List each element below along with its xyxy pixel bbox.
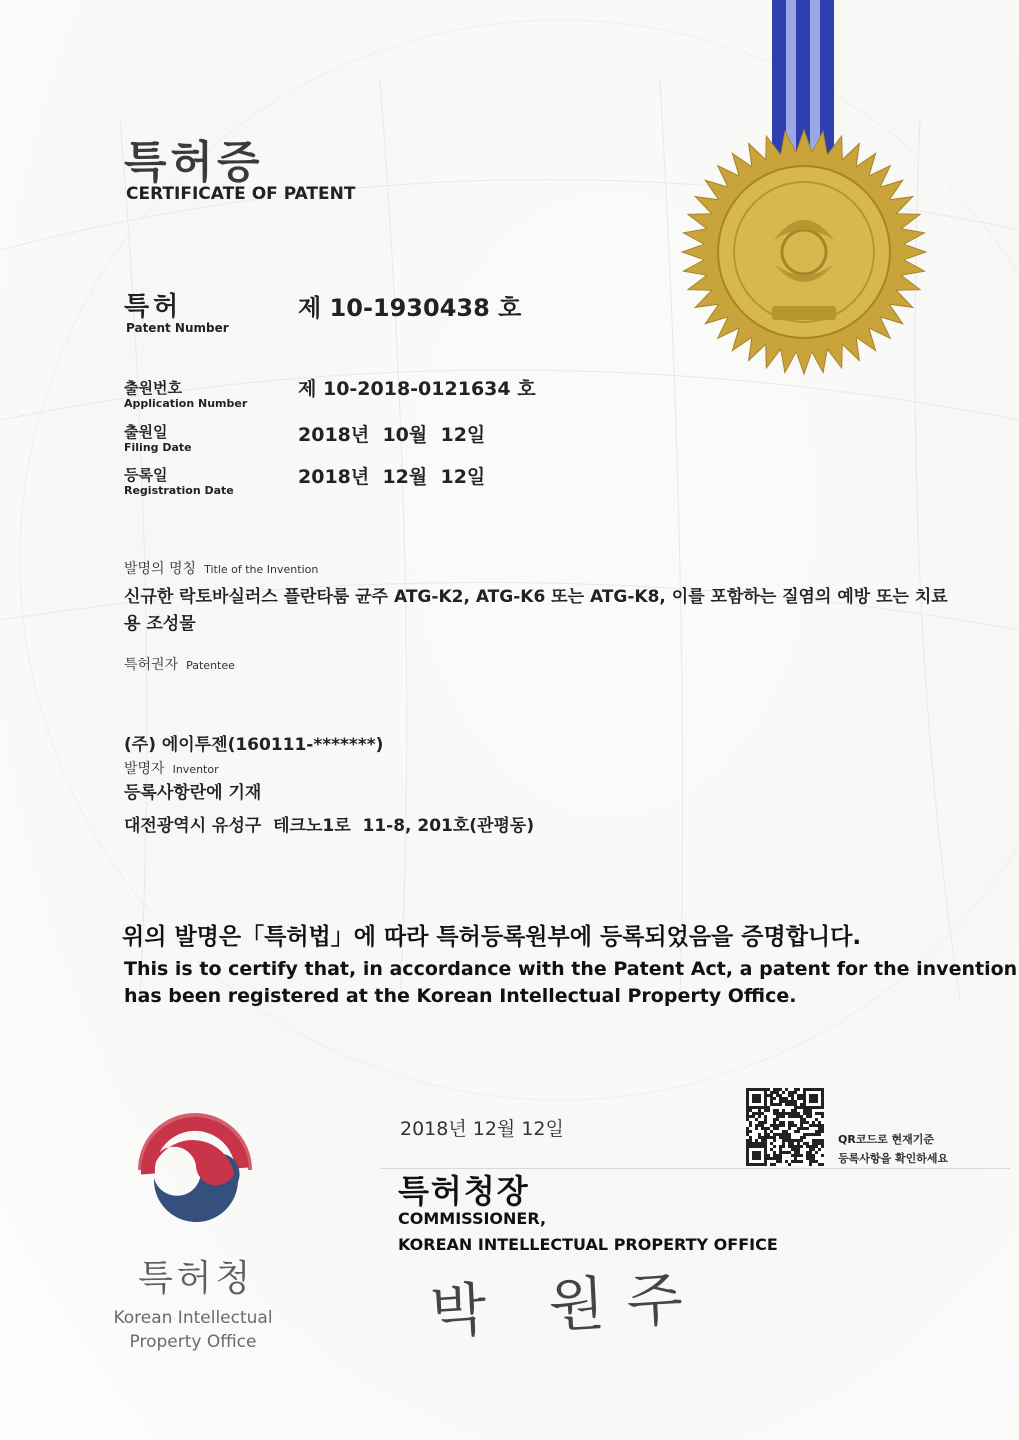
patent-number-value: 제 10-1930438 호 [298, 294, 522, 322]
application-number-label-en: Application Number [124, 397, 248, 410]
certification-statement-ko: 위의 발명은「특허법」에 따라 특허등록원부에 등록되었음을 증명합니다. [122, 924, 862, 950]
patentee-label-ko: 특허권자 [124, 657, 179, 673]
filing-date-value: 2018년 10월 12일 [298, 424, 486, 446]
patentee-name: (주) 에이투젠(160111-*******) [124, 735, 384, 755]
certificate-title-en: CERTIFICATE OF PATENT [126, 184, 356, 204]
qr-note [838, 1130, 948, 1168]
invention-title [124, 584, 984, 638]
commissioner-title-en [398, 1206, 778, 1258]
patent-number-label-en: Patent Number [126, 321, 229, 335]
registration-date-value: 2018년 12월 12일 [298, 466, 486, 488]
qr-code[interactable] [746, 1088, 824, 1166]
patentee-section-label [124, 654, 235, 674]
inventor-label-ko: 발명자 [124, 761, 165, 777]
kipo-name-ko: 특허청 [138, 1258, 255, 1299]
certification-statement-en [124, 956, 1017, 1010]
invention-title-line2: 용 조성물 [124, 614, 196, 634]
invention-title-line1: 신규한 락토바실러스 플란타룸 균주 ATG-K2, ATG-K6 또는 ATG-K8, 이를 포함하는 질염의 예방 또는 치료 [124, 587, 948, 607]
certificate-title-ko: 특허증 [124, 137, 264, 188]
patent-number-label-ko: 특허 [124, 292, 183, 322]
inventor-label-en: Inventor [172, 763, 219, 776]
commissioner-line2: KOREAN INTELLECTUAL PROPERTY OFFICE [398, 1235, 778, 1254]
kipo-name-en [108, 1306, 278, 1354]
filing-date-label-en: Filing Date [124, 441, 192, 454]
invention-label-ko: 발명의 명칭 [124, 561, 197, 577]
qr-note-line1: QR코드로 현재기준 [838, 1133, 935, 1146]
certification-en-line1: This is to certify that, in accordance with the Patent Act, a patent for the invention [124, 958, 1018, 980]
kipo-name-en-line1: Korean Intellectual [113, 1308, 273, 1328]
filing-date-label-ko: 출원일 [124, 423, 168, 441]
issue-date: 2018년 12월 12일 [400, 1118, 564, 1140]
registration-date-label-ko: 등록일 [124, 466, 168, 484]
kipo-name-en-line2: Property Office [129, 1332, 257, 1352]
certification-en-line2: has been registered at the Korean Intellectual Property Office. [124, 985, 797, 1007]
patentee-label-en: Patentee [186, 659, 235, 672]
commissioner-line1: COMMISSIONER, [398, 1209, 547, 1228]
application-number-label-ko: 출원번호 [124, 379, 182, 397]
kipo-logo-icon [130, 1108, 260, 1238]
inventor-value: 등록사항란에 기재 [124, 783, 262, 803]
gold-seal-emblem [680, 0, 930, 380]
invention-section-label [124, 558, 318, 578]
qr-note-line2: 등록사항을 확인하세요 [838, 1152, 949, 1165]
application-number-value: 제 10-2018-0121634 호 [298, 378, 536, 400]
registration-date-label-en: Registration Date [124, 484, 234, 497]
commissioner-signature: 박 원주 [428, 1263, 707, 1347]
patentee-address: 대전광역시 유성구 테크노1로 11-8, 201호(관평동) [124, 816, 535, 836]
commissioner-title-ko: 특허청장 [398, 1172, 530, 1210]
inventor-section-label [124, 758, 219, 778]
invention-label-en: Title of the Invention [204, 563, 319, 576]
